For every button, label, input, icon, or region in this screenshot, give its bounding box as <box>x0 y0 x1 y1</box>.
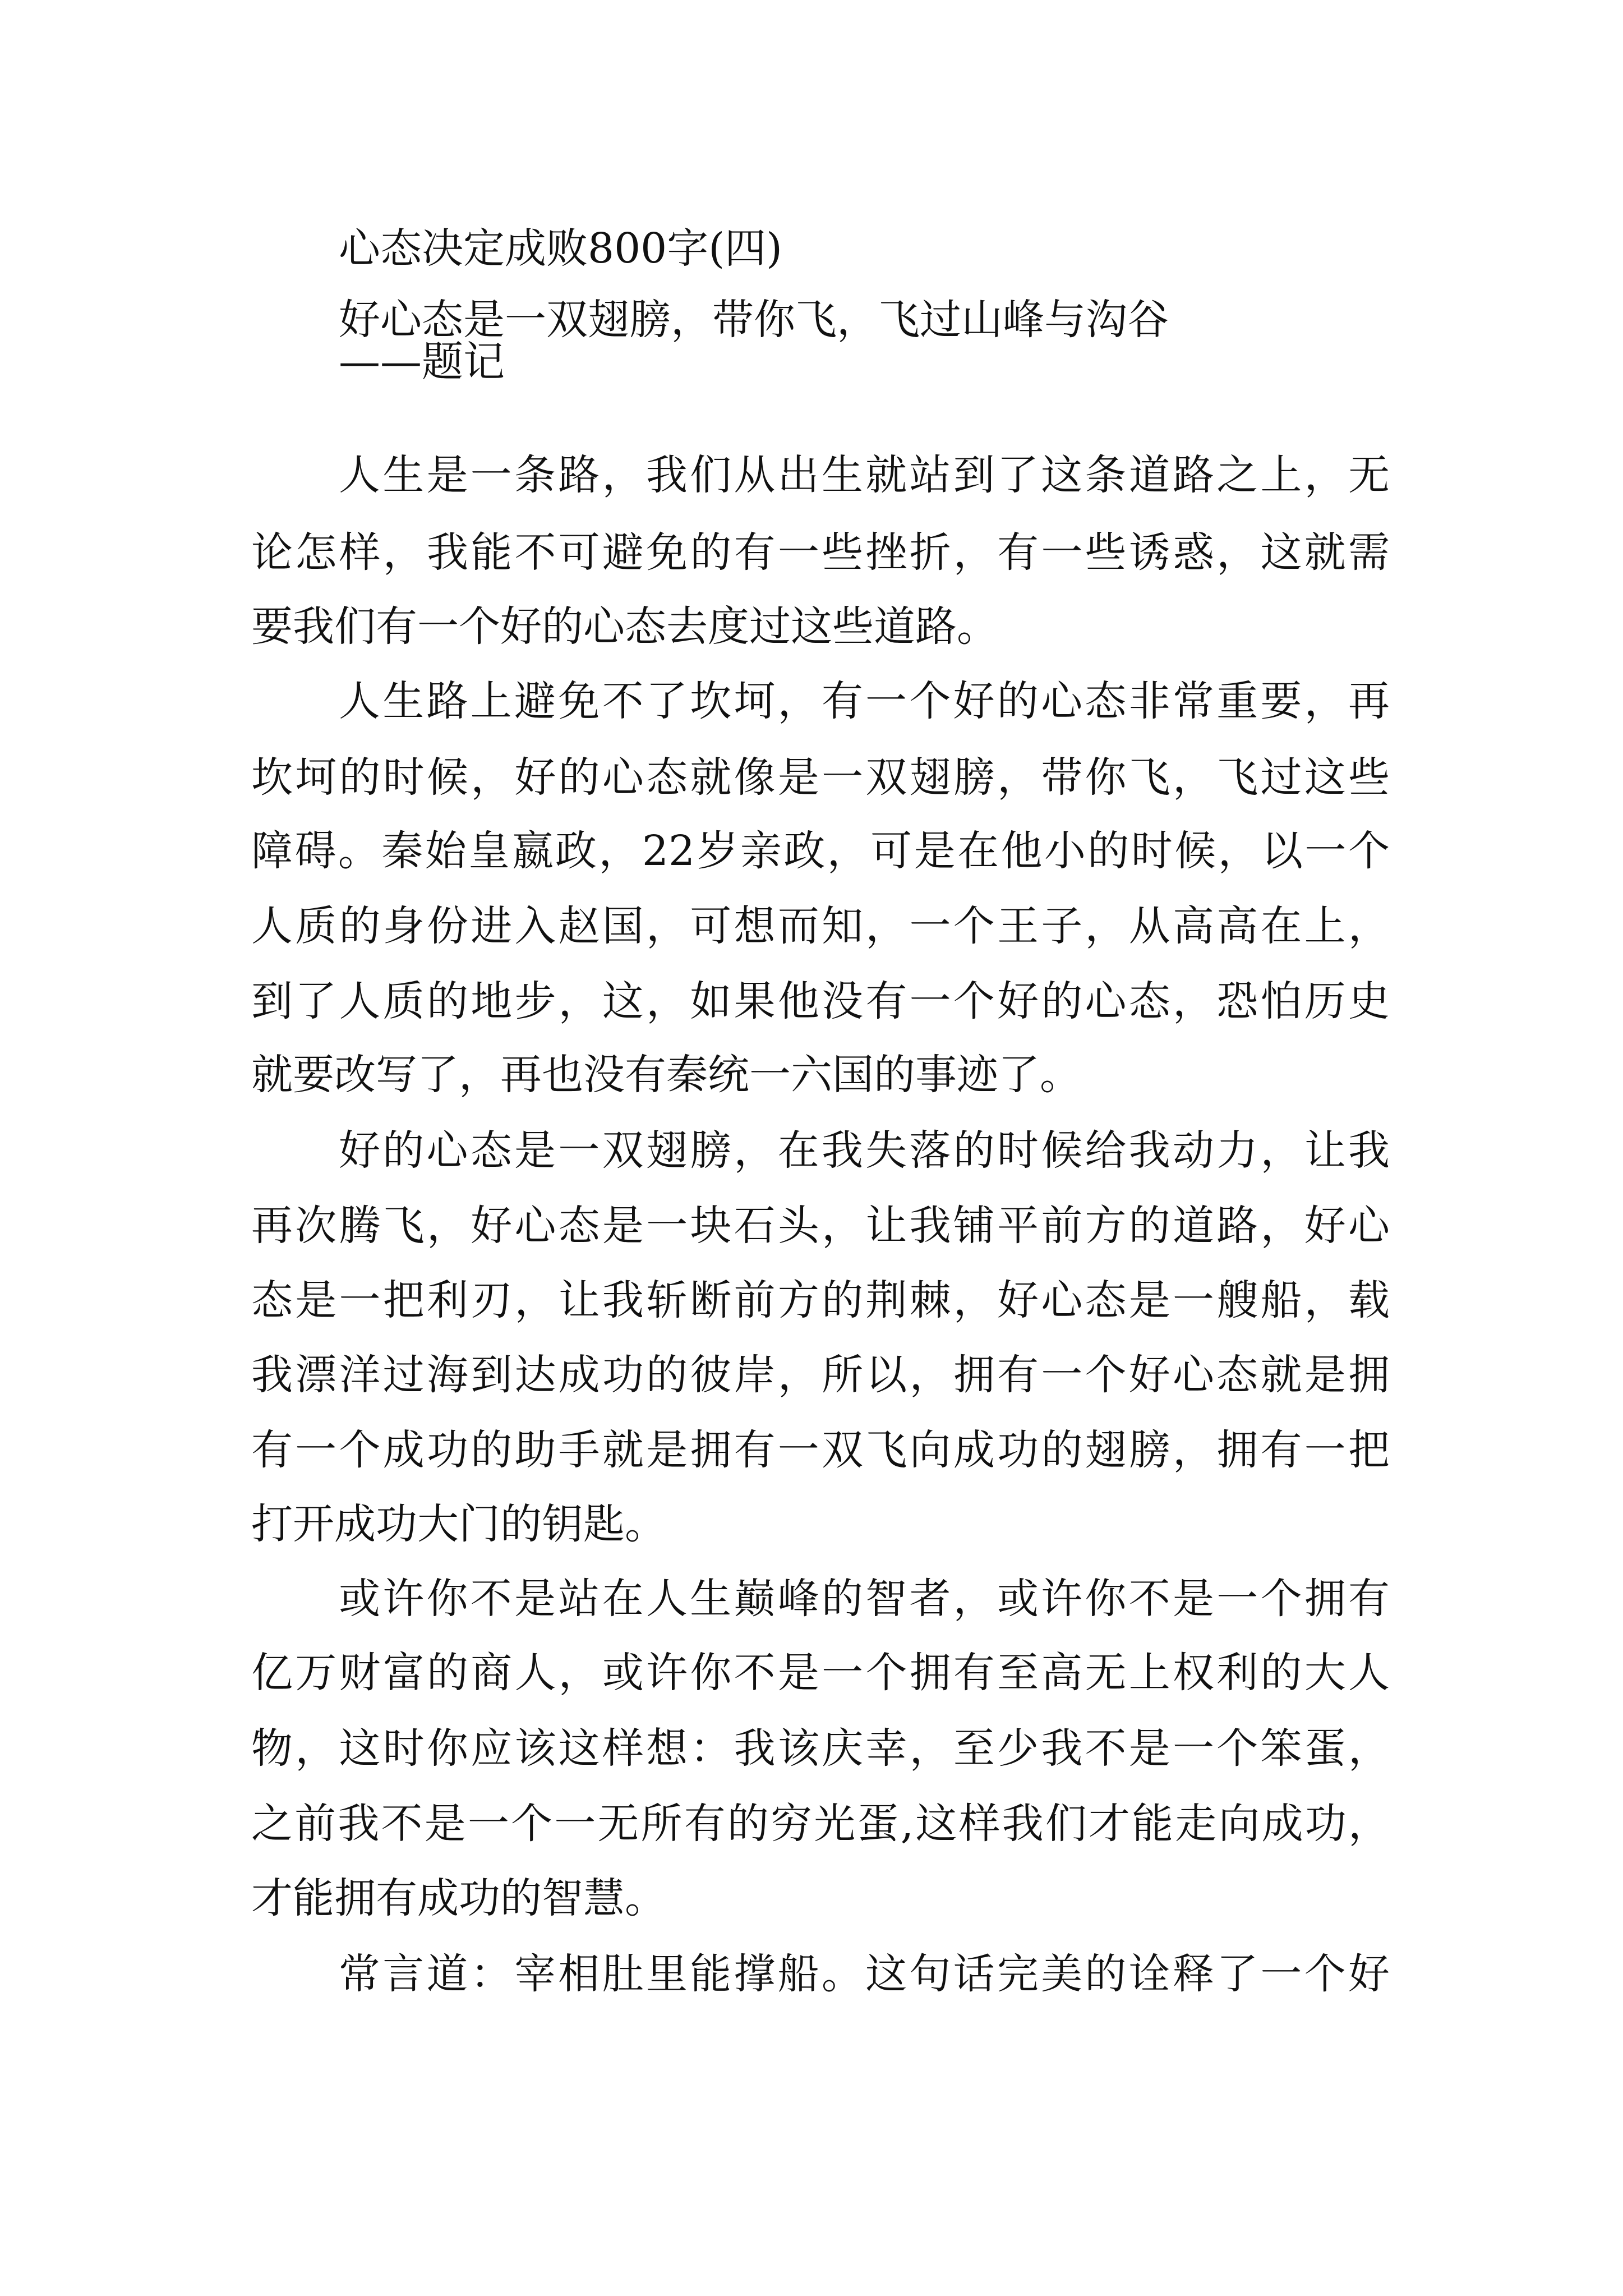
paragraph-line: 坎坷的时候，好的心态就像是一双翅膀，带你飞，飞过这些 <box>251 753 1390 802</box>
paragraph-line: 常言道：宰相肚里能撑船。这句话完美的诠释了一个好 <box>339 1950 1390 1998</box>
paragraph-line: 才能拥有成功的智慧。 <box>251 1874 666 1922</box>
paragraph-line: 人生路上避免不了坎坷，有一个好的心态非常重要，再 <box>339 677 1390 725</box>
paragraph-line: 障碍。秦始皇嬴政，22岁亲政，可是在他小的时候，以一个 <box>251 827 1390 875</box>
paragraph-line: 要我们有一个好的心态去度过这些道路。 <box>251 602 998 651</box>
paragraph-line: 再次腾飞，好心态是一块石头，让我铺平前方的道路，好心 <box>251 1202 1390 1250</box>
paragraph-line: 就要改写了，再也没有秦统一六国的事迹了。 <box>251 1051 1081 1099</box>
document-title: 心态决定成败800字(四) <box>339 224 782 273</box>
paragraph-line: 人生是一条路，我们从出生就站到了这条道路之上，无 <box>339 451 1390 499</box>
paragraph-line: 亿万财富的商人，或许你不是一个拥有至高无上权利的大人 <box>251 1649 1390 1697</box>
epigraph: 好心态是一双翅膀，带你飞，飞过山峰与沟谷 <box>339 296 1169 344</box>
paragraph-line: 人质的身份进入赵国，可想而知，一个王子，从高高在上， <box>251 902 1390 950</box>
epigraph-attribution: ——题记 <box>339 338 505 386</box>
paragraph-line: 我漂洋过海到达成功的彼岸，所以，拥有一个好心态就是拥 <box>251 1351 1390 1399</box>
paragraph-line: 之前我不是一个一无所有的穷光蛋,这样我们才能走向成功， <box>251 1800 1390 1848</box>
paragraph-line: 好的心态是一双翅膀，在我失落的时候给我动力，让我 <box>339 1126 1390 1175</box>
paragraph-line: 论怎样，我能不可避免的有一些挫折，有一些诱惑，这就需 <box>251 528 1390 577</box>
paragraph-line: 态是一把利刃，让我斩断前方的荆棘，好心态是一艘船，载 <box>251 1276 1390 1324</box>
paragraph-line: 有一个成功的助手就是拥有一双飞向成功的翅膀，拥有一把 <box>251 1426 1390 1474</box>
paragraph-line: 物，这时你应该这样想：我该庆幸，至少我不是一个笨蛋， <box>251 1724 1390 1773</box>
paragraph-line: 到了人质的地步，这，如果他没有一个好的心态，恐怕历史 <box>251 977 1390 1025</box>
paragraph-line: 打开成功大门的钥匙。 <box>251 1500 666 1548</box>
paragraph-line: 或许你不是站在人生巅峰的智者，或许你不是一个拥有 <box>339 1575 1390 1623</box>
